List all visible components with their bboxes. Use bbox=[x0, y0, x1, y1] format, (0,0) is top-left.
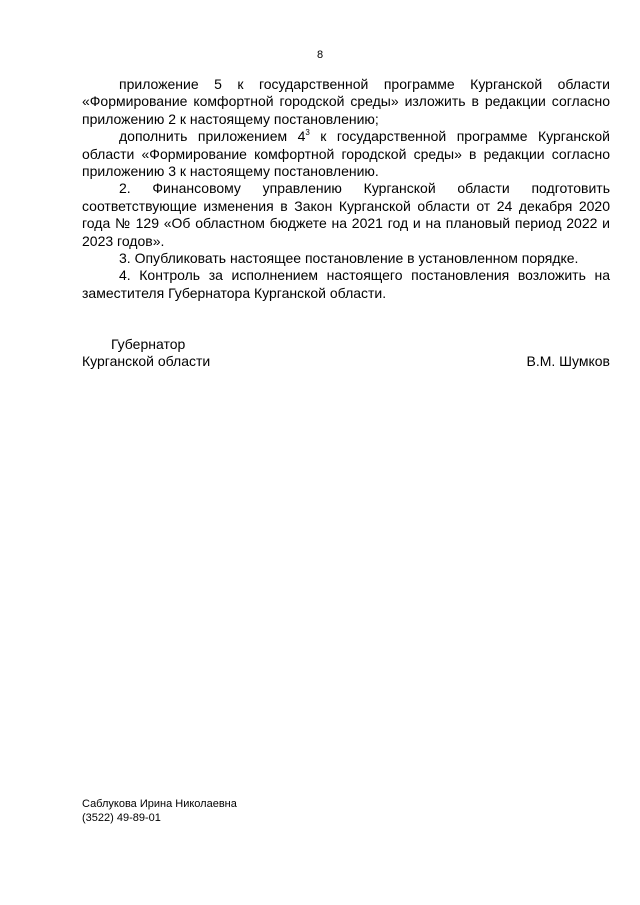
executor-name: Саблукова Ирина Николаевна bbox=[82, 798, 237, 810]
paragraph-control: 4. Контроль за исполнением настоящего постановления возложить на заместителя Губернатора Курганской области. bbox=[82, 267, 610, 301]
paragraph-publish: 3. Опубликовать настоящее постановление в установленном порядке. bbox=[119, 250, 579, 267]
paragraph-appendix-4-3 bbox=[82, 128, 610, 180]
signature-title-line1: Губернатор bbox=[111, 336, 186, 352]
paragraph-financial-department: 2. Финансовому управлению Курганской области подготовить соответствующие изменения в Закон Курганской области от 24 декабря 2020 года № 129 «Об областном бюджете на 2021 год и на плановый период 2022 и 2023 годов». bbox=[82, 180, 610, 249]
paragraph-appendix-4-3-start: дополнить приложением 4 bbox=[119, 128, 306, 145]
signatory-name: В.М. Шумков bbox=[526, 353, 610, 370]
paragraph-appendix-5: приложение 5 к государственной программе Курганской области «Формирование комфортной городской среды» изложить в редакции согласно приложению 2 к настоящему постановлению; bbox=[82, 76, 610, 127]
document-body bbox=[82, 76, 610, 302]
executor-footer bbox=[82, 797, 237, 825]
signature-title-line2: Курганской области bbox=[82, 353, 211, 370]
paragraph-appendix-4-3-end: к государственной программе Курганской области «Формирование комфортной городской среды» в редакции согласно приложению 3 к настоящему постановлению. bbox=[82, 128, 610, 180]
superscript-3: 3 bbox=[305, 128, 310, 138]
page-number: 8 bbox=[316, 49, 324, 61]
signature-row bbox=[82, 353, 610, 370]
executor-phone: (3522) 49-89-01 bbox=[82, 812, 161, 824]
signature-block bbox=[82, 336, 610, 371]
